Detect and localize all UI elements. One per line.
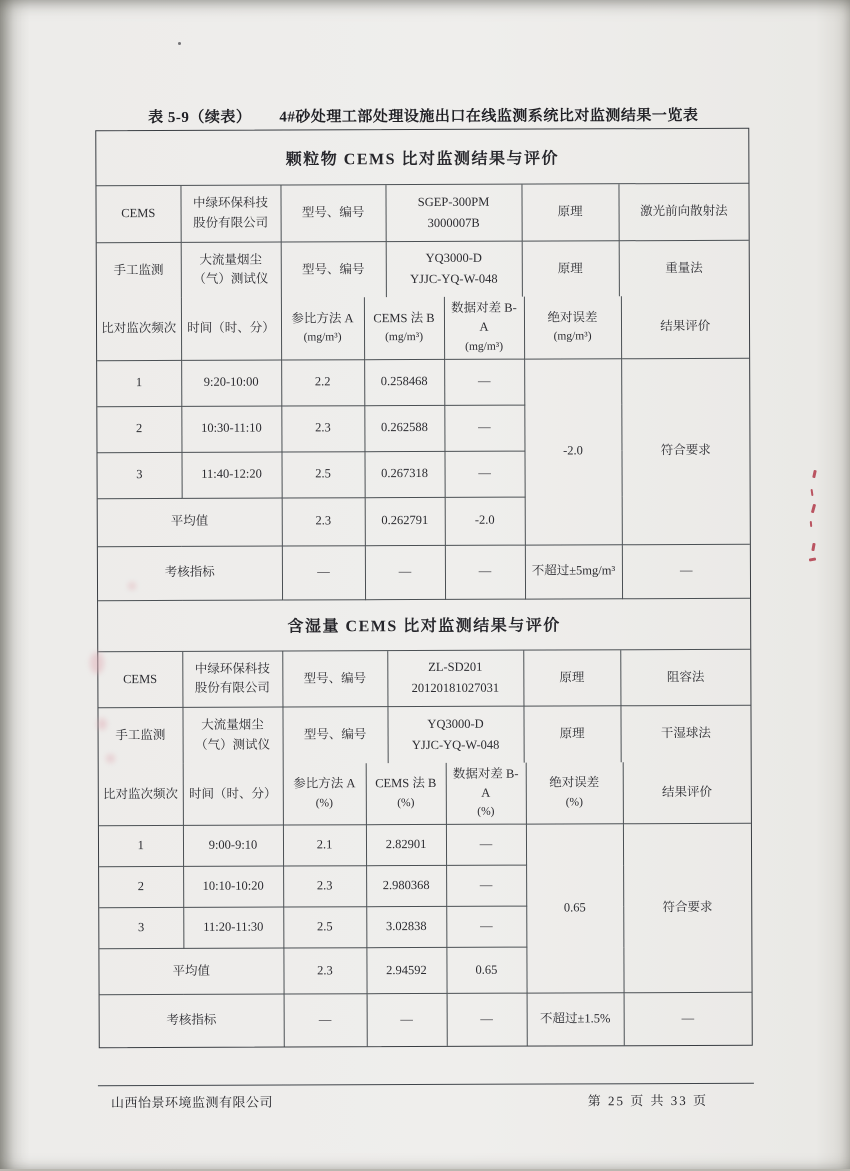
- pink-scan-smudge: [106, 754, 115, 763]
- cell-model-serial: [386, 241, 522, 298]
- data-row: [97, 358, 749, 407]
- model-number: SGEP-300PM: [417, 194, 490, 209]
- pink-scan-smudge: [97, 718, 107, 730]
- page-title: [0, 103, 848, 127]
- cell-diff: —: [446, 865, 526, 906]
- cell-cems-b: 3.02838: [366, 907, 446, 948]
- data-row: [99, 823, 751, 867]
- header-diff: 数据对差 B-A (mg/m³): [444, 297, 524, 359]
- cell-diff: -2.0: [445, 497, 525, 545]
- header-diff: 数据对差 B-A (%): [446, 762, 526, 824]
- cell-cems-b: 0.262588: [364, 405, 444, 451]
- cell-system: CEMS: [96, 186, 180, 242]
- header-time: 时间（时、分）: [183, 763, 283, 825]
- comparison-tables: [95, 128, 753, 1048]
- cell-diff: —: [446, 824, 526, 865]
- cell-seq: 1: [97, 360, 181, 406]
- table-number-label: 表 5-9（续表）: [148, 109, 252, 127]
- cell-principle-label: 原理: [523, 650, 620, 706]
- red-annotation-mark: [810, 521, 813, 527]
- cell-cems-b: —: [367, 994, 447, 1046]
- data-header-row: [99, 761, 751, 826]
- cell-time: 11:40-12:20: [181, 452, 281, 498]
- equipment-row-manual: [97, 240, 749, 299]
- header-abs-error: 绝对误差 (mg/m³): [524, 296, 621, 358]
- model-number: YQ3000-D: [427, 716, 484, 731]
- cell-ref-a: —: [284, 994, 367, 1046]
- cell-ref-a: 2.2: [281, 359, 364, 405]
- cell-system: 手工监测: [97, 242, 181, 298]
- cell-result: —: [624, 992, 752, 1044]
- header-evaluation: 结果评价: [623, 761, 751, 824]
- table-title-text: 4#砂处理工部处理设施出口在线监测系统比对监测结果一览表: [279, 107, 699, 126]
- cell-average-label: 平均值: [99, 948, 283, 995]
- model-number: ZL-SD201: [428, 659, 483, 675]
- cell-seq: 2: [99, 867, 183, 908]
- serial-number: 3000007B: [427, 215, 480, 230]
- cell-time: 11:20-11:30: [183, 907, 283, 948]
- cell-abs-error-merged: 0.65: [526, 824, 624, 993]
- table-section-title: 颗粒物 CEMS 比对监测结果与评价: [96, 129, 748, 187]
- header-time: 时间（时、分）: [181, 298, 281, 360]
- header-ref-a: 参比方法 A (%): [283, 763, 366, 825]
- model-number: YQ3000-D: [425, 250, 482, 265]
- cell-principle-label: 原理: [521, 184, 618, 240]
- equipment-row-cems: [96, 184, 748, 243]
- cell-principle: 激光前向散射法: [618, 184, 748, 240]
- monitoring-data-table: [99, 761, 752, 1047]
- assessment-row: [100, 992, 752, 1047]
- cell-diff: —: [444, 359, 524, 405]
- cell-principle-label: 原理: [522, 240, 619, 296]
- cell-evaluation-merged: 符合要求: [621, 358, 750, 544]
- cell-model-serial: [387, 706, 523, 763]
- cell-cems-b: 2.94592: [366, 948, 446, 994]
- cell-criterion: 不超过±5mg/m³: [525, 544, 622, 598]
- cell-time: 10:30-11:10: [181, 406, 281, 452]
- cell-principle: 重量法: [619, 240, 749, 296]
- cell-seq: 2: [97, 406, 181, 452]
- cell-diff: 0.65: [446, 947, 526, 993]
- cell-model-label: 型号、编号: [282, 707, 387, 763]
- cell-ref-a: 2.3: [283, 866, 366, 907]
- moisture-cems-table: [98, 598, 752, 1047]
- cell-seq: 3: [99, 908, 183, 949]
- header-cems-b: CEMS 法 B (%): [366, 762, 446, 824]
- cell-evaluation-merged: 符合要求: [623, 823, 752, 992]
- equipment-row-cems: [98, 649, 750, 708]
- cell-principle-label: 原理: [523, 706, 620, 762]
- footer-company: 山西怡景环境监测有限公司: [110, 1094, 274, 1111]
- scan-speck: [178, 42, 181, 45]
- particulate-cems-table: [96, 129, 750, 601]
- cell-average-label: 平均值: [98, 498, 282, 547]
- cell-ref-a: —: [282, 545, 365, 599]
- cell-vendor: 中绿环保科技股份有限公司: [180, 186, 280, 242]
- cell-ref-a: 2.3: [283, 948, 366, 994]
- cell-time: 10:10-10:20: [183, 866, 283, 907]
- monitoring-data-table: [97, 296, 750, 601]
- cell-cems-b: 0.258468: [364, 359, 444, 405]
- equipment-row-manual: [98, 705, 750, 764]
- pink-scan-smudge: [128, 582, 136, 590]
- cell-time: 9:20-10:00: [181, 360, 281, 406]
- cell-vendor: 大流量烟尘（气）测试仪: [181, 242, 281, 298]
- header-abs-error: 绝对误差 (%): [526, 762, 623, 824]
- cell-abs-error-merged: -2.0: [524, 358, 622, 544]
- cell-time: 9:00-9:10: [183, 825, 283, 866]
- header-evaluation: 结果评价: [621, 296, 749, 359]
- header-seq: 比对监次频次: [97, 298, 181, 360]
- cell-assessment-label: 考核指标: [100, 994, 284, 1047]
- table-section-title: 含湿量 CEMS 比对监测结果与评价: [98, 598, 750, 652]
- cell-seq: 1: [99, 826, 183, 867]
- serial-number: 20120181027031: [411, 681, 500, 696]
- cell-vendor: 中绿环保科技股份有限公司: [182, 651, 282, 707]
- cell-ref-a: 2.3: [281, 405, 364, 451]
- cell-cems-b: 0.262791: [365, 497, 445, 545]
- assessment-row: [98, 544, 750, 601]
- serial-number: YJJC-YQ-W-048: [411, 737, 500, 752]
- cell-ref-a: 2.5: [281, 451, 364, 497]
- cell-cems-b: 2.980368: [366, 866, 446, 907]
- cell-model-label: 型号、编号: [280, 185, 385, 241]
- page-footer: [98, 1083, 754, 1112]
- equipment-info-table: [98, 649, 750, 764]
- cell-principle: 干湿球法: [620, 705, 750, 761]
- cell-diff: —: [444, 405, 524, 451]
- cell-ref-a: 2.5: [283, 907, 366, 948]
- cell-ref-a: 2.3: [282, 497, 365, 545]
- cell-model-label: 型号、编号: [282, 651, 387, 707]
- header-ref-a: 参比方法 A (mg/m³): [281, 297, 364, 359]
- cell-system: 手工监测: [98, 707, 182, 763]
- cell-diff: —: [445, 545, 525, 599]
- header-seq: 比对监次频次: [99, 763, 183, 825]
- cell-diff: —: [446, 906, 526, 947]
- cell-model-label: 型号、编号: [281, 241, 386, 297]
- serial-number: YJJC-YQ-W-048: [410, 271, 498, 287]
- cell-model-serial: [385, 185, 521, 242]
- data-header-row: [97, 296, 749, 361]
- pink-scan-smudge: [90, 652, 104, 674]
- cell-cems-b: 2.82901: [366, 825, 446, 866]
- cell-vendor: 大流量烟尘（气）测试仪: [182, 707, 282, 763]
- cell-result: —: [622, 544, 750, 598]
- cell-cems-b: 0.267318: [364, 451, 444, 497]
- cell-assessment-label: 考核指标: [98, 546, 282, 601]
- cell-principle: 阻容法: [620, 649, 750, 705]
- equipment-info-table: [96, 184, 748, 299]
- cell-diff: —: [444, 451, 524, 497]
- cell-cems-b: —: [365, 545, 445, 599]
- cell-criterion: 不超过±1.5%: [527, 993, 624, 1045]
- footer-page-number: 第 25 页 共 33 页: [587, 1092, 709, 1109]
- cell-seq: 3: [97, 452, 181, 498]
- cell-diff: —: [447, 993, 527, 1045]
- cell-ref-a: 2.1: [283, 825, 366, 866]
- cell-model-serial: [387, 650, 523, 707]
- cell-system: CEMS: [98, 651, 182, 707]
- header-cems-b: CEMS 法 B (mg/m³): [364, 297, 444, 359]
